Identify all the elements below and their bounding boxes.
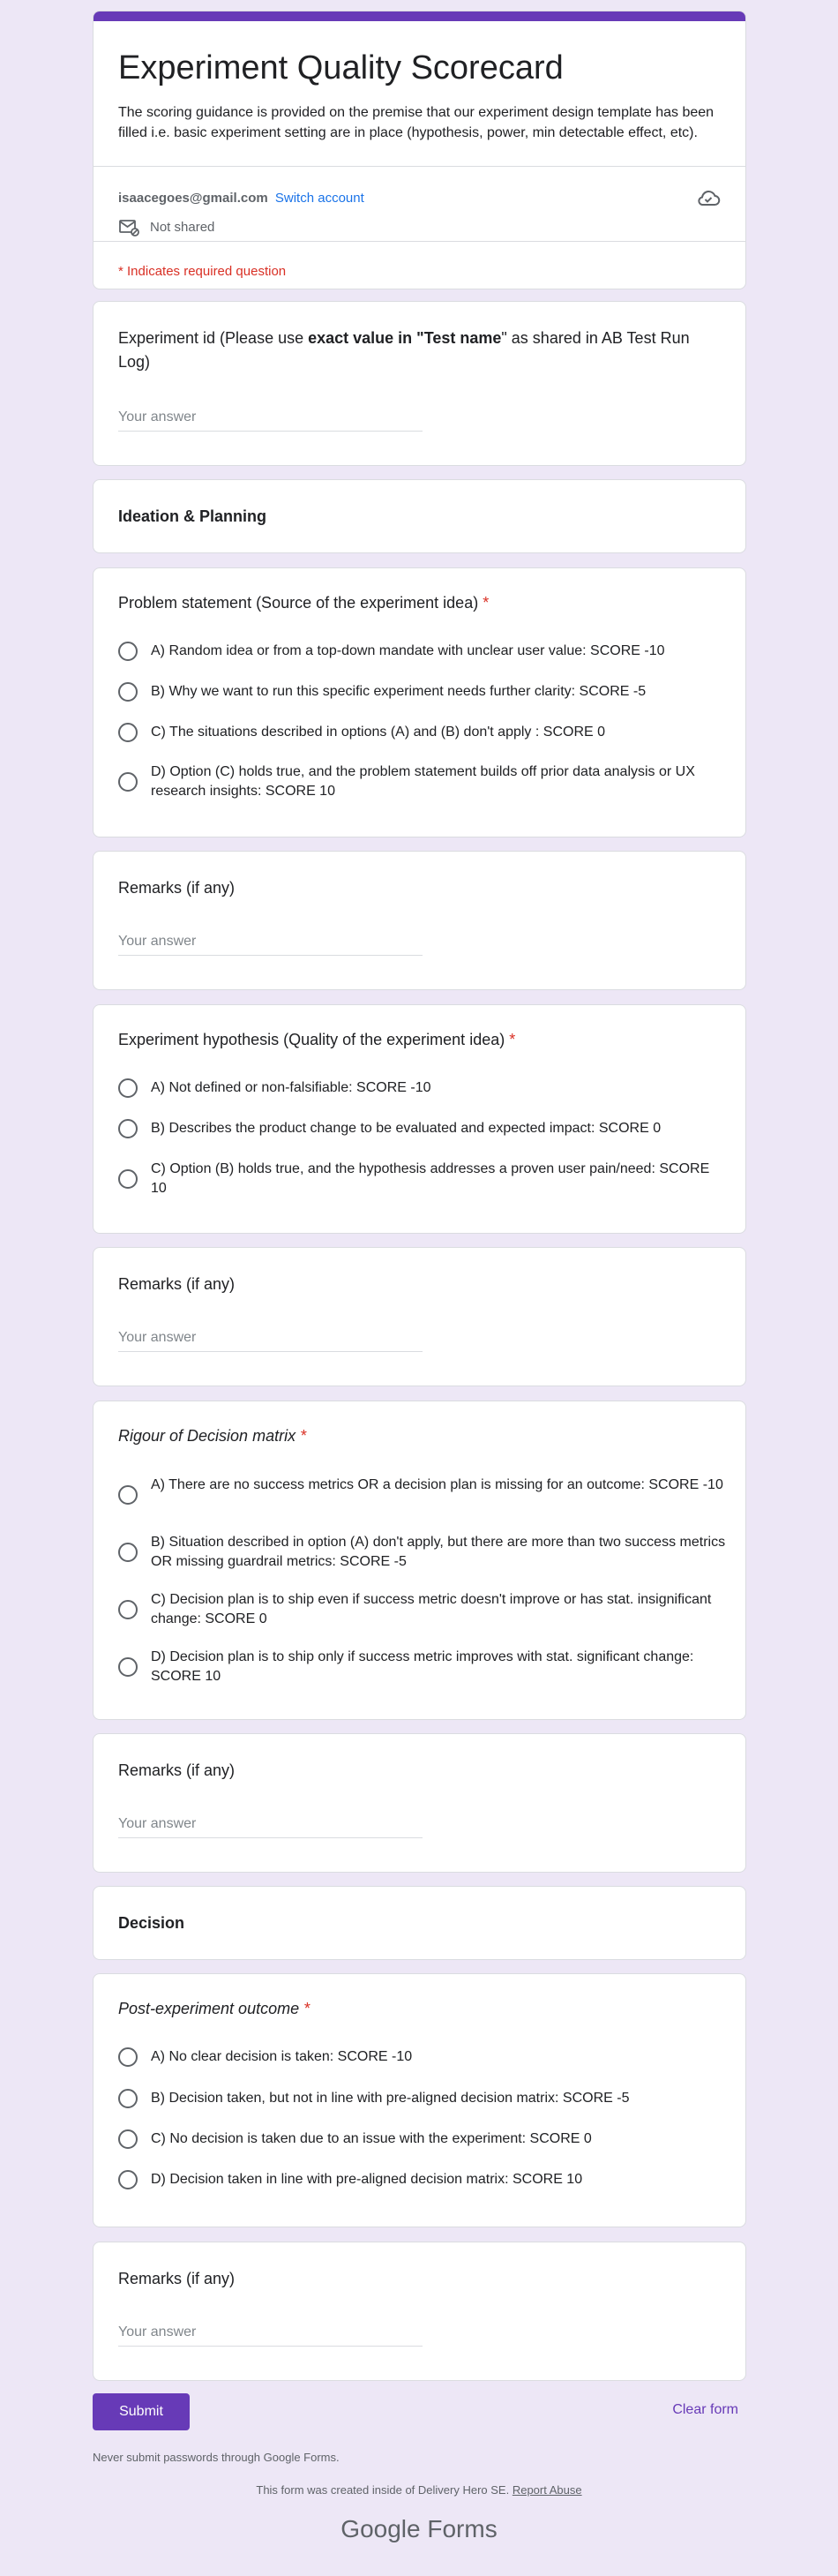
question-hypothesis: [93, 1004, 746, 1234]
divider: [94, 241, 745, 242]
option-label: D) Decision taken in line with pre-aligned decision matrix: SCORE 10: [151, 2172, 583, 2187]
required-star: *: [300, 1427, 307, 1445]
divider: [94, 166, 745, 167]
required-note: * Indicates required question: [118, 264, 287, 279]
form-description: The scoring guidance is provided on the premise that our experiment design template has been filled i.e. basic experiment setting are in place (hypothesis, power, min detectable effect, etc).: [118, 105, 715, 140]
google-forms-logo[interactable]: [0, 2515, 838, 2543]
radio-button[interactable]: [118, 772, 138, 792]
option-label: A) Not defined or non-falsifiable: SCORE -10: [151, 1080, 431, 1095]
question-remarks-3: [93, 1733, 746, 1873]
radio-option[interactable]: [118, 2089, 727, 2108]
radio-button[interactable]: [118, 1119, 138, 1138]
question-title: Remarks (if any): [118, 1761, 236, 1779]
cloud-saved-icon[interactable]: [696, 188, 721, 209]
option-label: D) Decision plan is to ship only if success metric improves with stat. significant change: SCORE 10: [151, 1649, 694, 1684]
logo-forms: Forms: [427, 2515, 498, 2542]
question-rigour: [93, 1401, 746, 1720]
radio-button[interactable]: [118, 1657, 138, 1677]
question-outcome: [93, 1973, 746, 2227]
question-experiment-id: [93, 301, 746, 466]
title-bold-part: exact value in "Test name: [308, 329, 502, 347]
radio-option[interactable]: [118, 2170, 727, 2189]
option-label: B) Situation described in option (A) don't apply, but there are more than two success metrics OR missing guardrail metrics: SCORE -5: [151, 1535, 726, 1569]
option-label: B) Describes the product change to be evaluated and expected impact: SCORE 0: [151, 1121, 662, 1136]
option-label: C) No decision is taken due to an issue with the experiment: SCORE 0: [151, 2131, 592, 2146]
required-star: *: [509, 1031, 516, 1048]
report-abuse-link[interactable]: Report Abuse: [512, 2483, 582, 2497]
question-remarks-2: [93, 1247, 746, 1386]
radio-option[interactable]: [118, 1648, 727, 1686]
question-problem-statement: [93, 567, 746, 837]
radio-button[interactable]: [118, 1169, 138, 1189]
radio-option[interactable]: [118, 2047, 727, 2067]
section-decision: [93, 1886, 746, 1960]
option-label: C) Decision plan is to ship even if success metric doesn't improve or has stat. insignificant change: SCORE 0: [151, 1592, 712, 1626]
radio-option[interactable]: [118, 1078, 727, 1098]
remarks-input[interactable]: Your answer: [118, 1330, 423, 1352]
radio-option[interactable]: [118, 1476, 727, 1505]
radio-button[interactable]: [118, 642, 138, 661]
radio-option[interactable]: [118, 1119, 727, 1138]
experiment-id-input[interactable]: Your answer: [118, 409, 423, 432]
submit-button[interactable]: Submit: [93, 2393, 190, 2430]
option-label: A) There are no success metrics OR a decision plan is missing for an outcome: SCORE -10: [151, 1477, 723, 1492]
section-title: Ideation & Planning: [118, 507, 267, 525]
option-label: B) Why we want to run this specific experiment needs further clarity: SCORE -5: [151, 684, 647, 699]
radio-button[interactable]: [118, 1078, 138, 1098]
form-header-card: [93, 11, 746, 289]
radio-button[interactable]: [118, 1485, 138, 1505]
radio-option[interactable]: [118, 682, 727, 702]
question-title: Remarks (if any): [118, 1275, 236, 1293]
radio-button[interactable]: [118, 682, 138, 702]
question-title: [118, 1424, 306, 1448]
accent-bar: [94, 11, 745, 21]
section-title: Decision: [118, 1914, 185, 1932]
account-email: isaacegoes@gmail.com: [118, 191, 268, 206]
radio-option[interactable]: [118, 1590, 727, 1629]
account-info: [118, 191, 364, 206]
required-star: *: [483, 594, 490, 612]
radio-button[interactable]: [118, 2047, 138, 2067]
option-label: C) The situations described in options (A) and (B) don't apply : SCORE 0: [151, 725, 606, 740]
question-title: Remarks (if any): [118, 879, 236, 897]
radio-button[interactable]: [118, 1600, 138, 1619]
radio-option[interactable]: [118, 1533, 727, 1572]
option-label: D) Option (C) holds true, and the problem statement builds off prior data analysis or UX research insights: SCORE 10: [151, 764, 695, 799]
not-shared-label: Not shared: [150, 220, 215, 235]
clear-form-button[interactable]: Clear form: [672, 2402, 738, 2417]
question-remarks-4: [93, 2242, 746, 2381]
logo-google: Google: [340, 2515, 421, 2542]
question-title: [118, 1997, 310, 2021]
section-ideation: [93, 479, 746, 553]
radio-option[interactable]: [118, 762, 727, 801]
remarks-input[interactable]: Your answer: [118, 1816, 423, 1838]
radio-option[interactable]: [118, 723, 727, 742]
title-part: Experiment id (Please use: [118, 329, 309, 347]
title-part: " as shared in AB Test Run Log): [118, 329, 690, 371]
created-note: [0, 2483, 838, 2497]
radio-option[interactable]: [118, 642, 727, 661]
not-shared-icon: [118, 216, 139, 237]
title-text: Experiment hypothesis (Quality of the experiment idea): [118, 1031, 505, 1048]
question-remarks-1: [93, 851, 746, 990]
radio-button[interactable]: [118, 2170, 138, 2189]
created-text: This form was created inside of Delivery Hero SE.: [256, 2483, 510, 2497]
switch-account-link[interactable]: Switch account: [274, 191, 364, 206]
remarks-input[interactable]: Your answer: [118, 934, 423, 956]
option-label: A) Random idea or from a top-down mandate with unclear user value: SCORE -10: [151, 643, 665, 658]
question-title: [118, 327, 718, 374]
password-warning: Never submit passwords through Google Forms.: [93, 2451, 340, 2464]
question-title: [118, 1028, 515, 1052]
title-text: Rigour of Decision matrix: [118, 1427, 296, 1445]
question-title: [118, 591, 489, 615]
required-star: *: [303, 2000, 311, 2017]
radio-button[interactable]: [118, 2129, 138, 2149]
option-label: B) Decision taken, but not in line with pre-aligned decision matrix: SCORE -5: [151, 2091, 630, 2106]
title-text: Post-experiment outcome: [118, 2000, 300, 2017]
option-label: A) No clear decision is taken: SCORE -10: [151, 2049, 413, 2064]
form-title: Experiment Quality Scorecard: [118, 49, 564, 86]
radio-button[interactable]: [118, 1543, 138, 1562]
radio-option[interactable]: [118, 1160, 727, 1198]
question-title: Remarks (if any): [118, 2270, 236, 2287]
title-text: Problem statement (Source of the experiment idea): [118, 594, 479, 612]
remarks-input[interactable]: Your answer: [118, 2324, 423, 2347]
radio-button[interactable]: [118, 723, 138, 742]
radio-button[interactable]: [118, 2089, 138, 2108]
option-label: C) Option (B) holds true, and the hypothesis addresses a proven user pain/need: SCORE 10: [151, 1161, 710, 1196]
radio-option[interactable]: [118, 2129, 727, 2149]
